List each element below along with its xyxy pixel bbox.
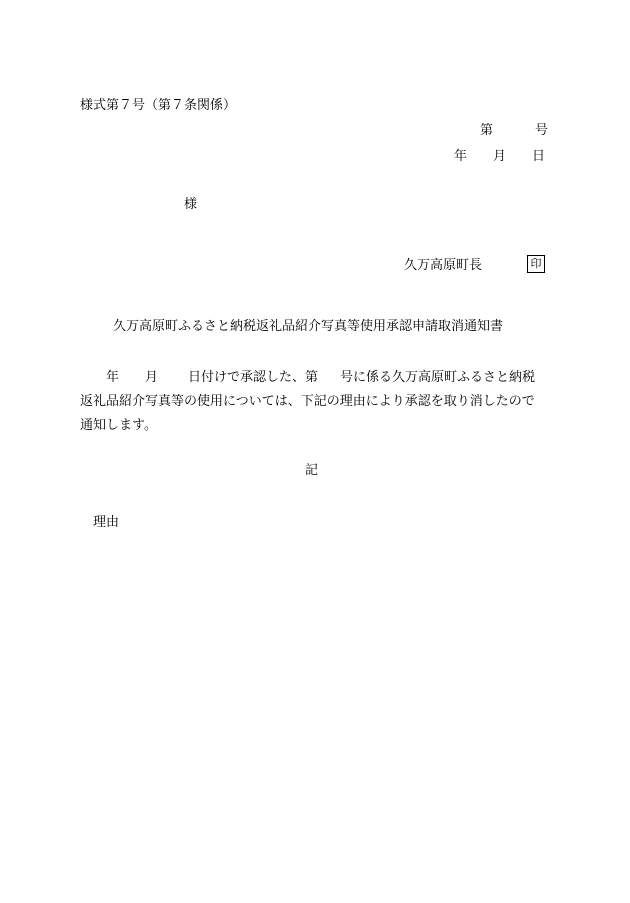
body-line-2: 返礼品紹介写真等の使用については、下記の理由により承認を取り消したので [80,394,535,409]
body-line-3: 通知します。 [80,418,157,433]
sender-name: 久万高原町長 [404,258,483,273]
document-number-prefix: 第 [480,123,494,138]
document-title: 久万高原町ふるさと納税返礼品紹介写真等使用承認申請取消通知書 [113,319,504,334]
date-year: 年 [454,149,468,164]
ki-heading: 記 [305,463,319,478]
body-line-1 [80,366,547,390]
body-line-1-rest: 号に係る久万高原町ふるさと納税 [340,370,536,385]
form-number: 様式第７号（第７条関係） [80,98,237,113]
seal-stamp: 印 [527,255,545,273]
document-number [480,124,548,137]
date-day: 日 [532,149,546,164]
document-number-suffix: 号 [535,123,549,138]
body-approved-on: 日付けで承認した、第 [188,370,319,385]
date-month: 月 [493,149,507,164]
body-paragraph [80,366,547,438]
document-date [454,150,545,163]
addressee: 様 [184,197,198,212]
reason-label: 理由 [93,515,120,530]
body-month: 月 [145,370,159,385]
body-year: 年 [106,370,120,385]
